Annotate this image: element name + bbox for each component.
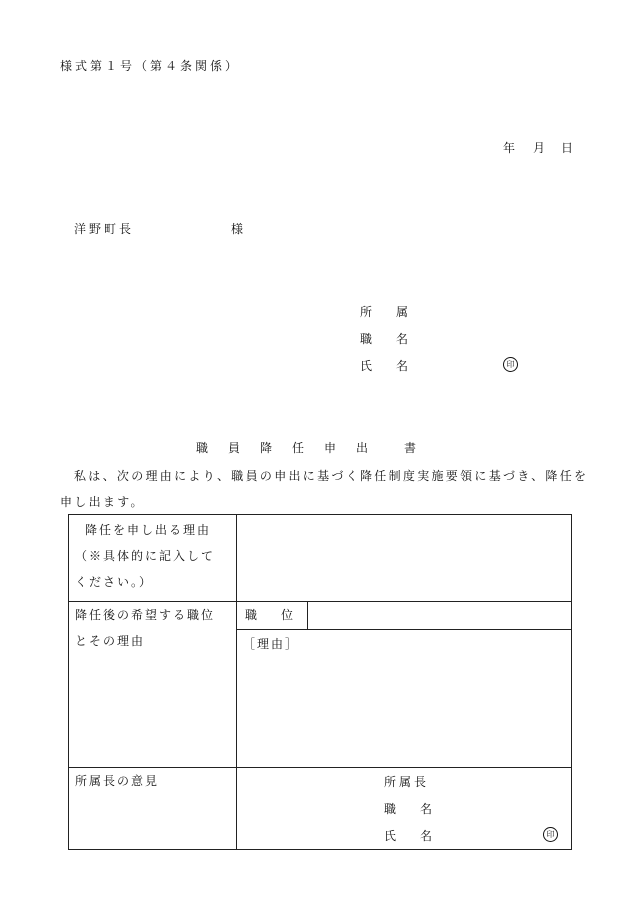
supervisor-title: 所属長 — [384, 775, 430, 789]
date-day: 日 — [561, 141, 574, 155]
applicant-affiliation-label: 所 属 — [360, 305, 415, 319]
addressee-name: 洋野町長 — [74, 222, 135, 236]
desired-position-label-cell — [69, 602, 237, 768]
supervisor-opinion-label: 所属長の意見 — [75, 774, 160, 788]
body-text-line-1: 私は、次の理由により、職員の申出に基づく降任制度実施要領に基づき、降任を — [74, 469, 589, 483]
supervisor-seal-icon: 印 — [543, 827, 558, 842]
supervisor-label-cell — [69, 768, 237, 850]
document-title: 職 員 降 任 申 出 書 — [196, 441, 421, 455]
applicant-name-label: 氏 名 — [360, 359, 415, 373]
reason-label-line-2: （※具体的に記入して — [75, 549, 216, 563]
addressee-honorific: 様 — [231, 222, 244, 236]
date-year: 年 — [503, 141, 516, 155]
desired-label-line-1: 降任後の希望する職位 — [75, 608, 216, 622]
reason-label-cell — [69, 515, 237, 602]
position-input[interactable] — [308, 602, 571, 629]
desired-label-line-2: とその理由 — [75, 634, 146, 648]
form-number: 様式第１号（第４条関係） — [60, 59, 241, 73]
supervisor-name-label: 氏 名 — [384, 829, 439, 843]
reason-label-line-3: ください。） — [75, 575, 154, 589]
body-text-line-2: 申し出ます。 — [60, 495, 145, 509]
supervisor-sign-cell — [237, 768, 572, 850]
application-table — [68, 514, 572, 850]
position-label: 職 位 — [237, 602, 308, 629]
reason-input-cell[interactable] — [237, 515, 572, 602]
date-month: 月 — [533, 141, 546, 155]
reason-label-line-1: 降任を申し出る理由 — [85, 523, 212, 537]
applicant-seal-icon: 印 — [503, 357, 518, 372]
supervisor-position-label: 職 名 — [384, 802, 439, 816]
desired-position-cell — [237, 602, 572, 768]
reason-bracket-label: ［理由］ — [243, 637, 300, 651]
applicant-position-label: 職 名 — [360, 332, 415, 346]
